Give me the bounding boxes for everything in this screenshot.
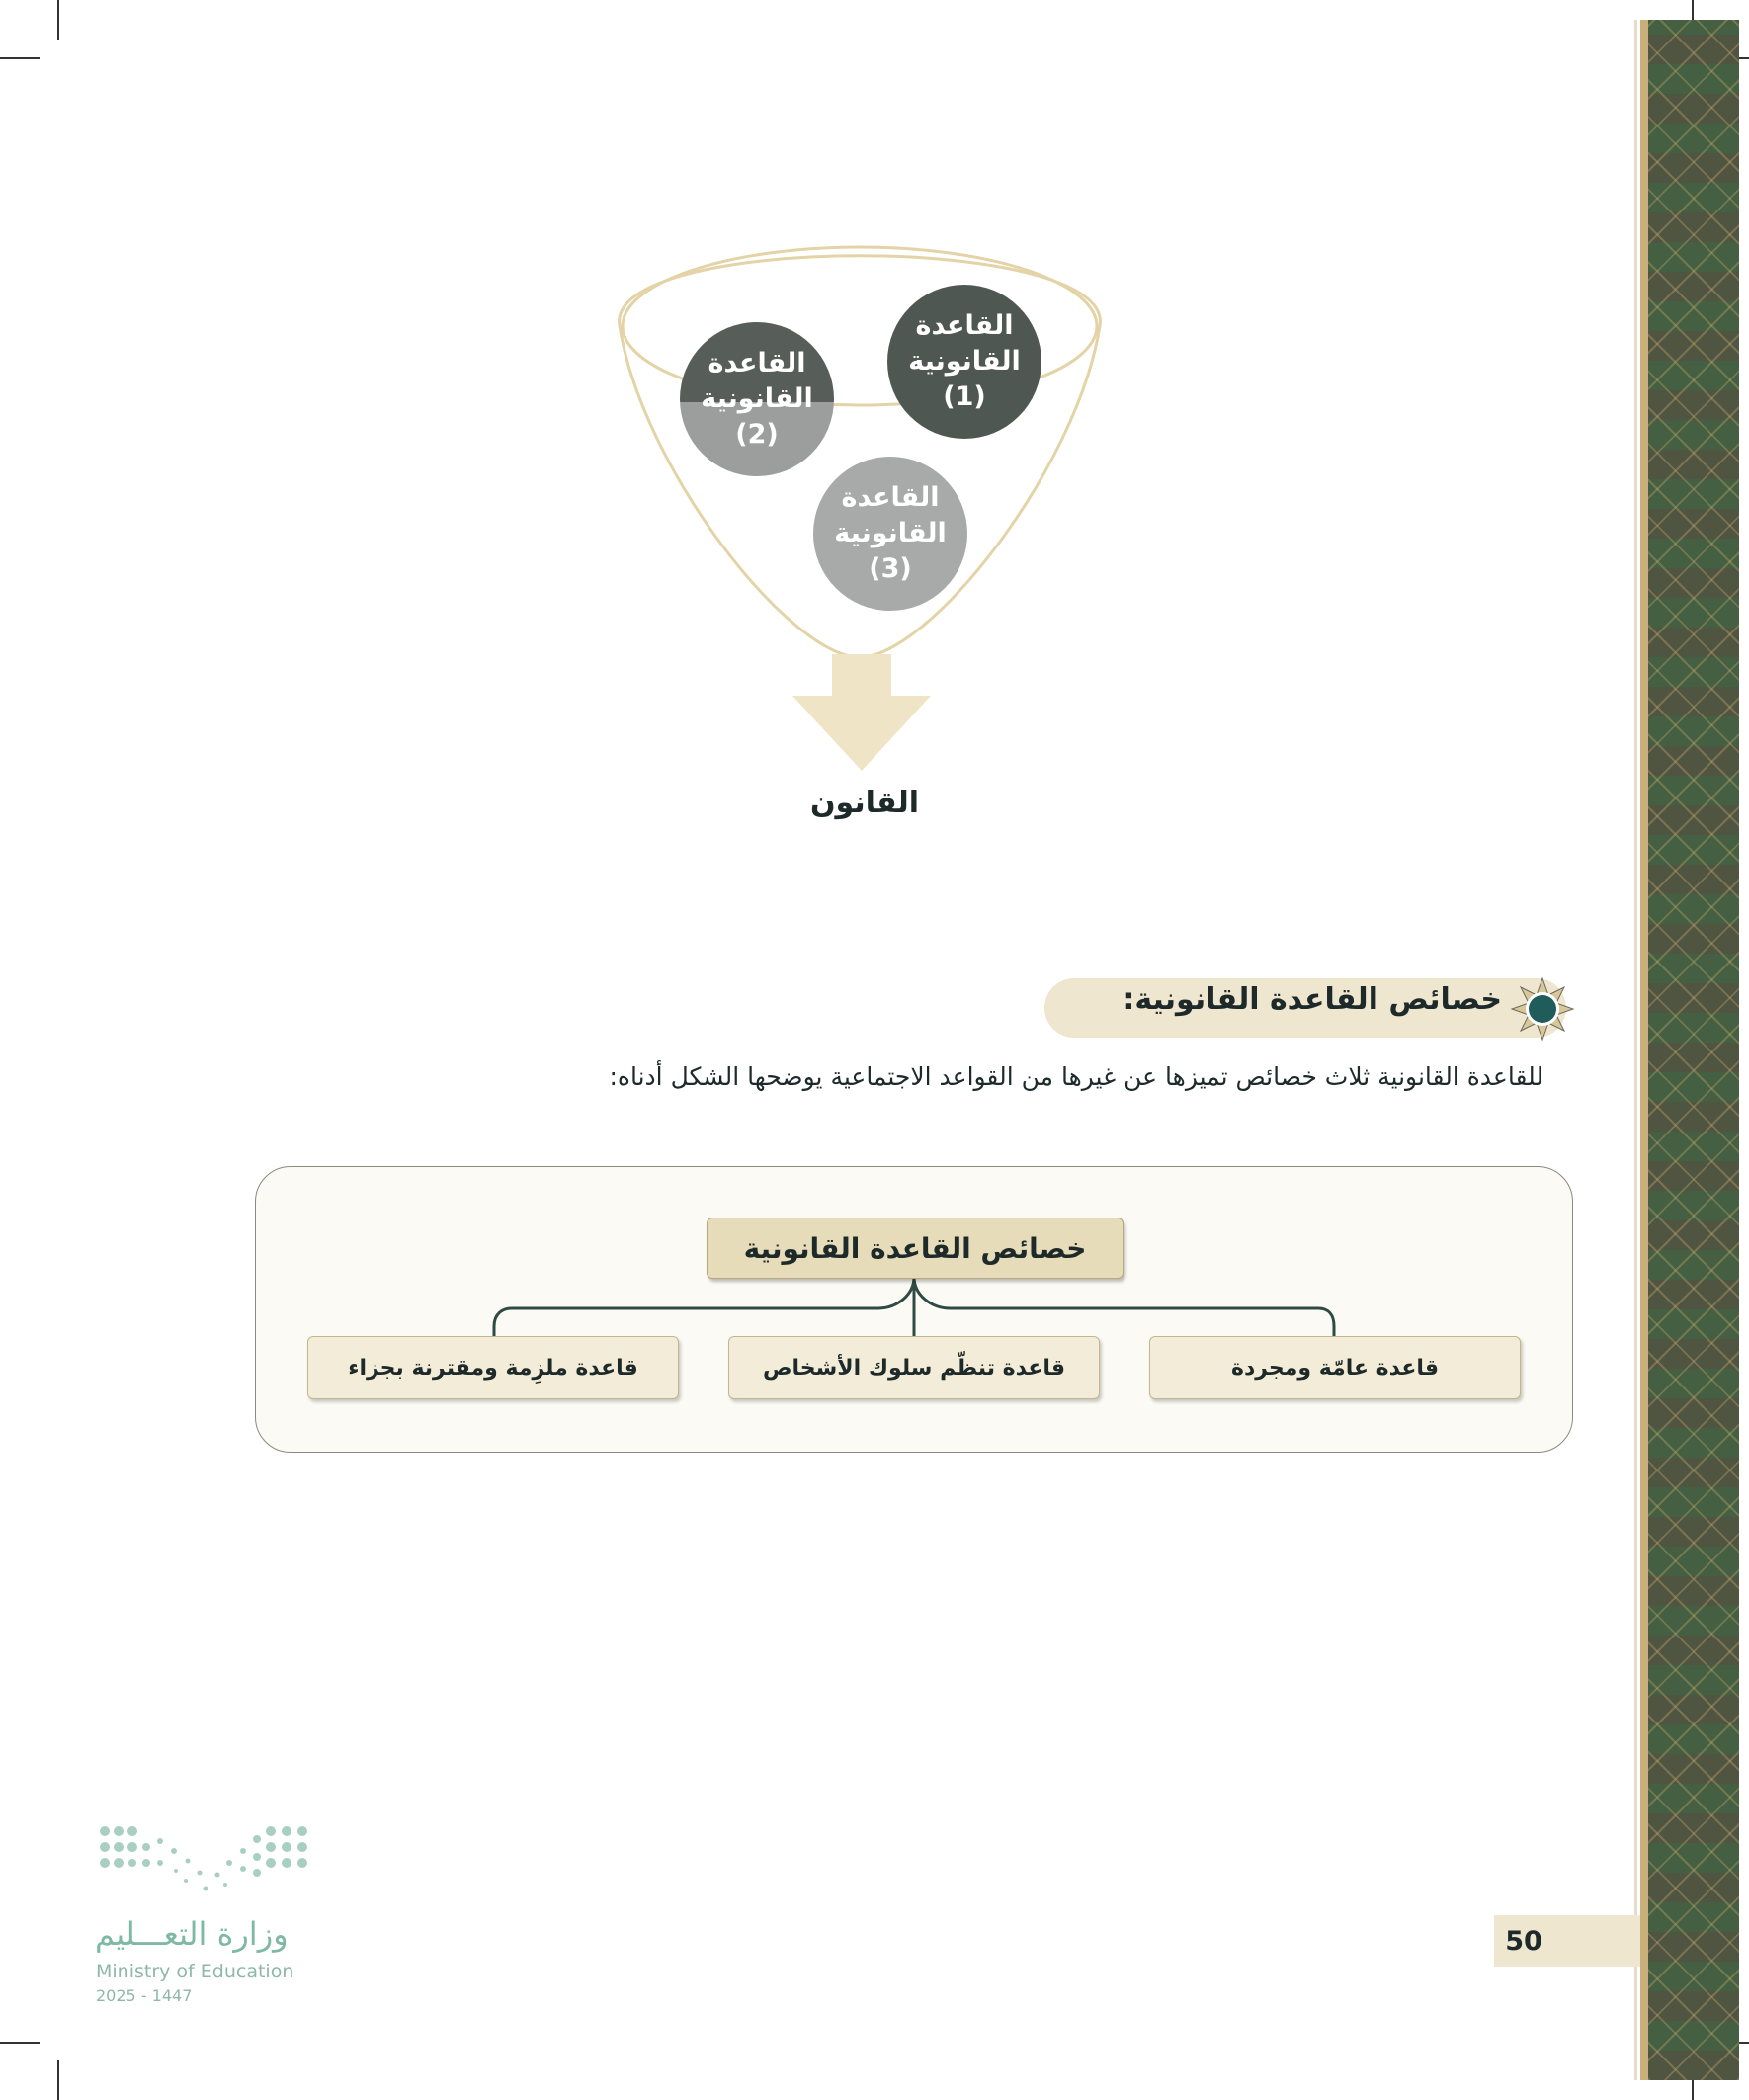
- ministry-name-english: Ministry of Education: [96, 1961, 294, 1982]
- law-label: القانون: [809, 786, 920, 820]
- characteristic-binding-sanction: قاعدة ملزِمة ومقترنة بجزاء: [307, 1336, 679, 1399]
- down-arrow-icon: [792, 654, 931, 773]
- characteristics-root: خصائص القاعدة القانونية: [707, 1218, 1124, 1279]
- star-ornament-icon: [1510, 976, 1575, 1042]
- tree-connector-lines: [255, 1166, 1571, 1451]
- circle-2-line1: القاعدة: [708, 348, 806, 378]
- circle-1-number: (1): [943, 381, 986, 412]
- circle-1-line1: القاعدة: [915, 310, 1014, 341]
- ministry-name-arabic: وزارة التعـــليم: [95, 1915, 289, 1953]
- circle-3-number: (3): [869, 553, 912, 584]
- intro-paragraph: للقاعدة القانونية ثلاث خصائص تميزها عن غيرها من القواعد الاجتماعية يوضحها الشكل أدناه:: [609, 1062, 1543, 1091]
- section-title: خصائص القاعدة القانونية:: [1123, 982, 1502, 1017]
- crop-mark: [0, 2042, 40, 2044]
- legal-rule-circle-2: [680, 322, 834, 476]
- crop-mark: [0, 57, 40, 59]
- ministry-year: 2025 - 1447: [96, 1986, 193, 2005]
- band-edge: [1634, 20, 1637, 2080]
- page-number: 50: [1505, 1925, 1542, 1957]
- circle-2-line2: القانونية: [701, 383, 813, 414]
- ministry-logo-dots-icon: [97, 1823, 310, 1897]
- crop-mark: [57, 2060, 59, 2100]
- legal-rule-circle-1: [887, 285, 1041, 439]
- characteristic-regulates-behavior: قاعدة تنظّم سلوك الأشخاص: [728, 1336, 1100, 1399]
- ornamental-band: [1640, 20, 1739, 2080]
- circle-3-line1: القاعدة: [841, 482, 940, 513]
- characteristic-general-abstract: قاعدة عامّة ومجردة: [1149, 1336, 1521, 1399]
- legal-rule-circle-3: [813, 457, 967, 611]
- circle-1-line2: القانونية: [908, 346, 1021, 377]
- circle-3-line2: القانونية: [834, 518, 947, 548]
- crop-mark: [57, 0, 59, 40]
- circle-2-number: (2): [735, 419, 779, 450]
